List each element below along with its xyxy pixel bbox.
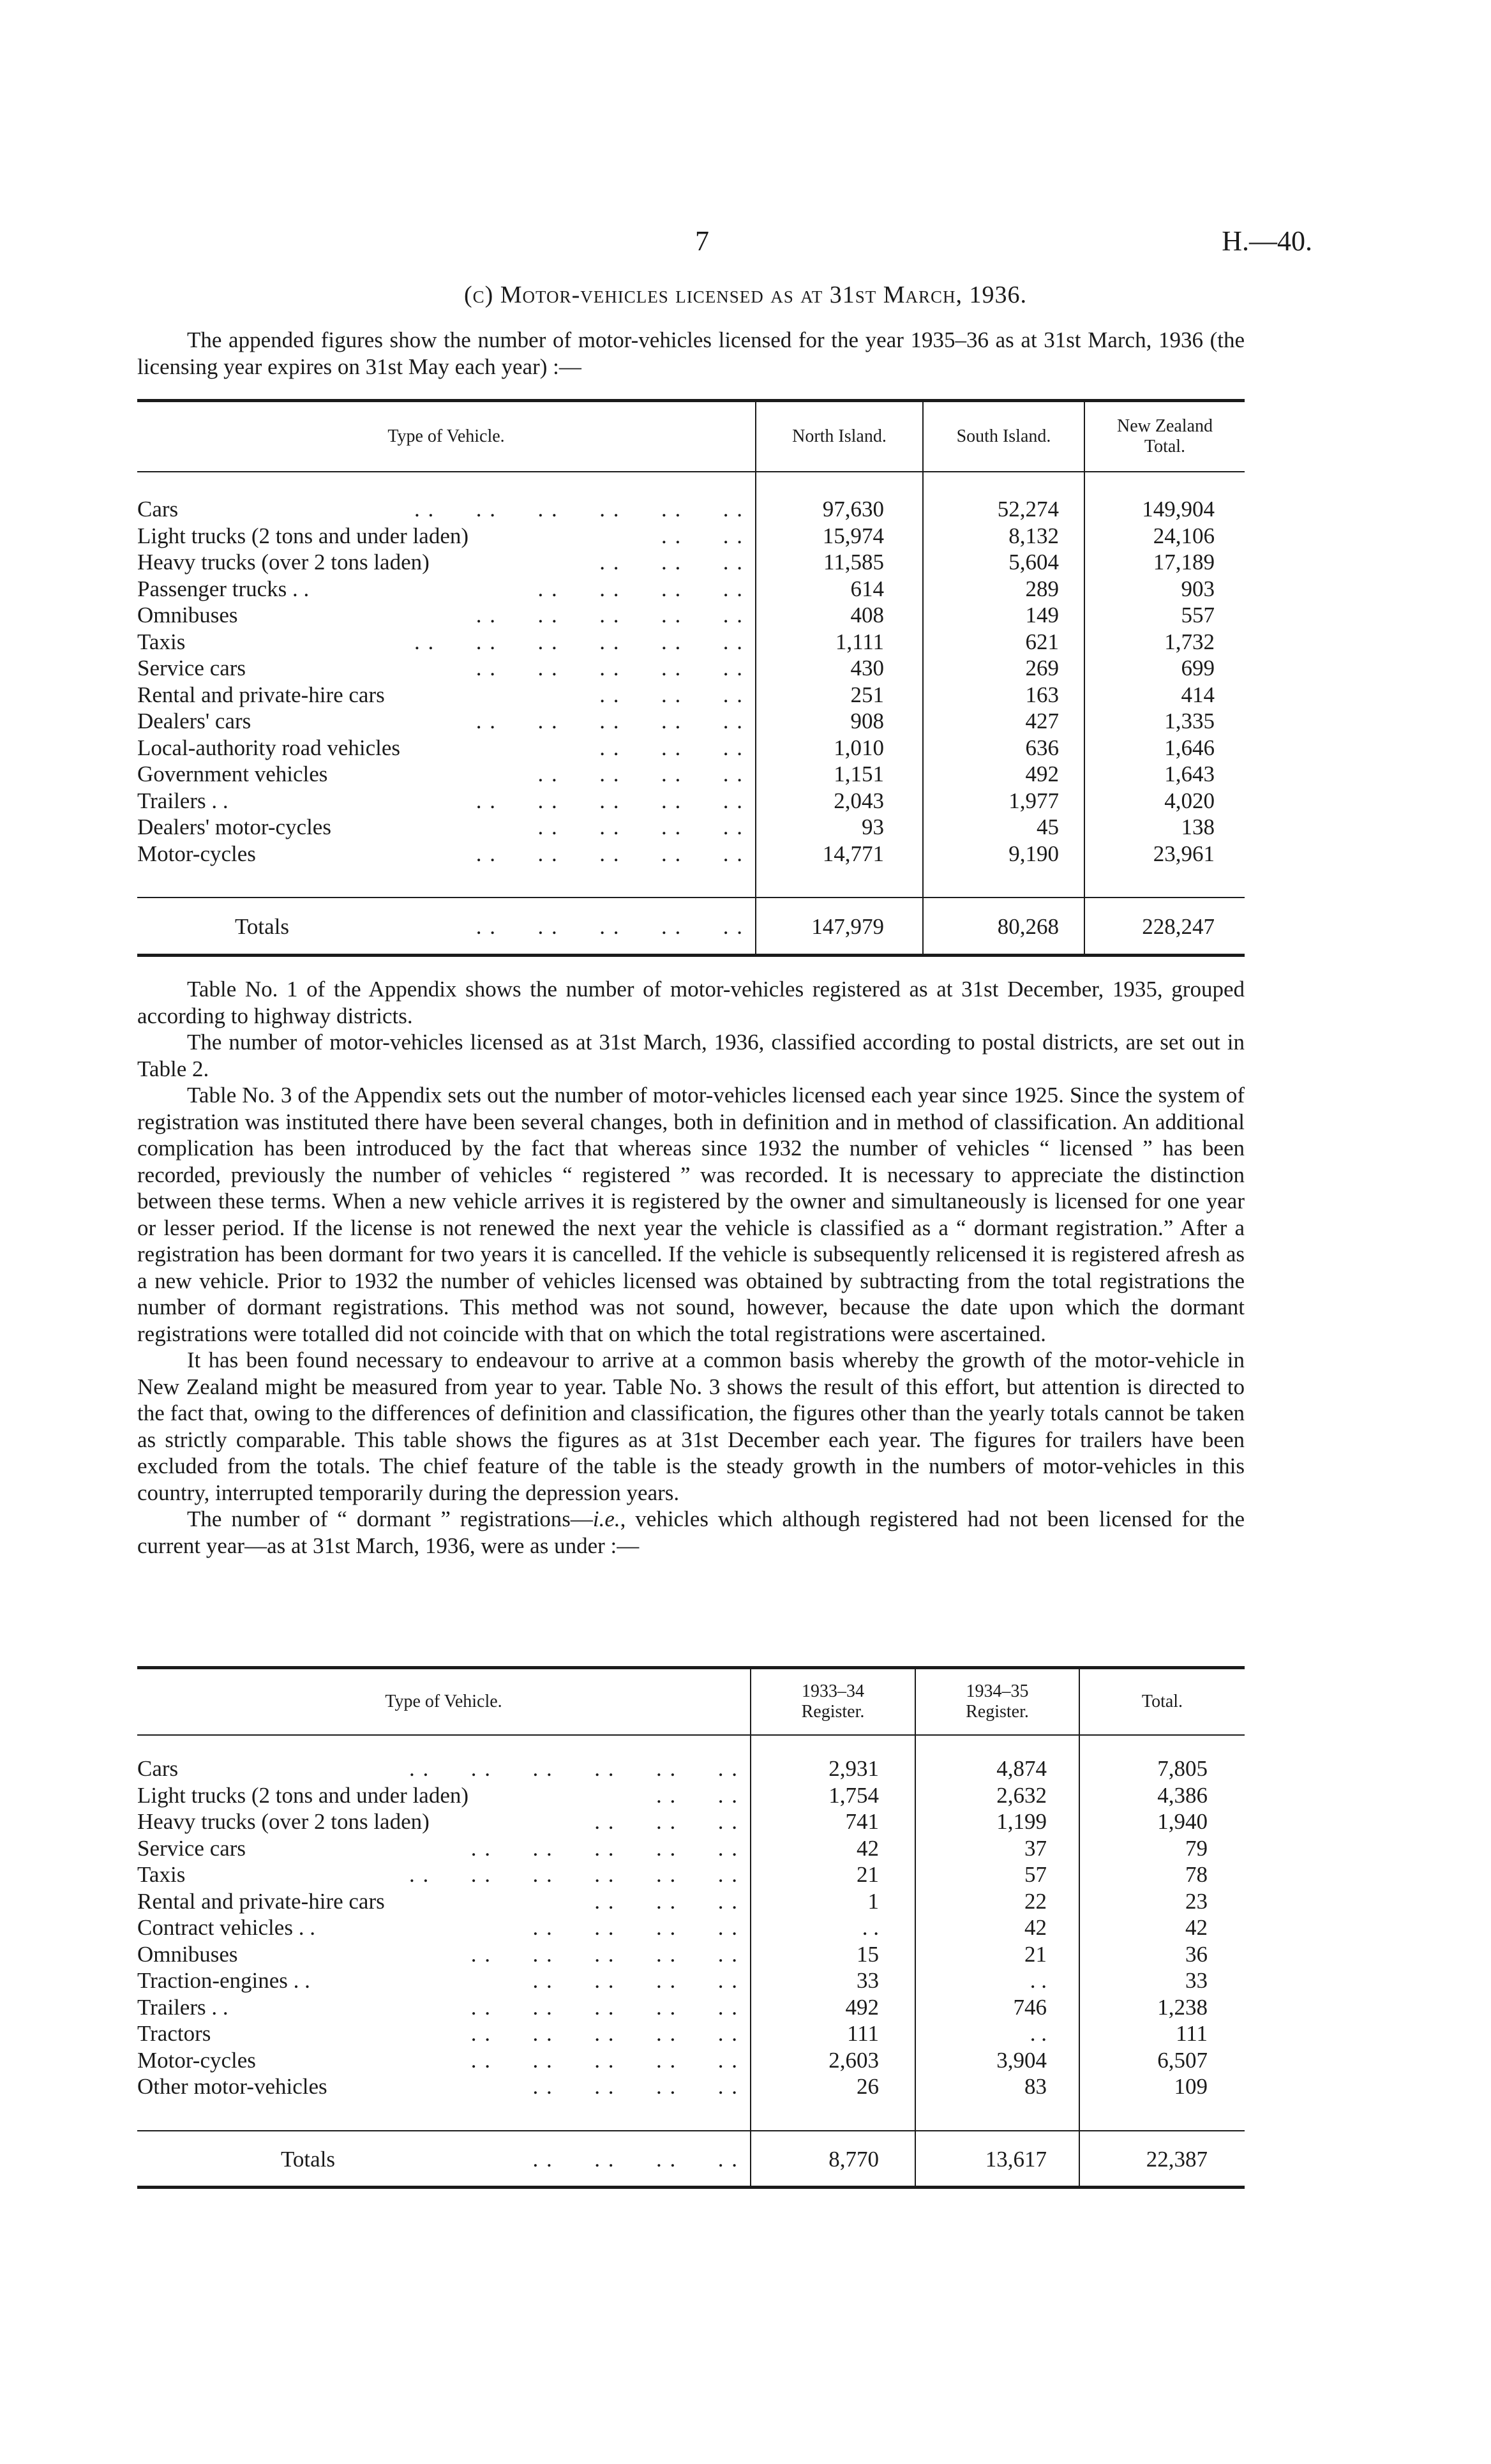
value-cell: 21 bbox=[1024, 1941, 1047, 1967]
value-cell: 57 bbox=[1024, 1862, 1047, 1887]
value-cell: 7,805 bbox=[1157, 1756, 1208, 1781]
value-cell: 1,111 bbox=[835, 629, 884, 654]
value-cell: 1,199 bbox=[996, 1809, 1047, 1834]
leader-dots: . . . . . . . . . . bbox=[476, 709, 744, 733]
leader-dots: . . . . . . . . bbox=[532, 2074, 738, 2099]
table-row bbox=[137, 682, 1245, 709]
value-cell: 83 bbox=[1024, 2074, 1047, 2099]
table-row bbox=[137, 2020, 1245, 2047]
table-row bbox=[137, 1808, 1245, 1835]
value-cell: 492 bbox=[1025, 762, 1059, 786]
value-cell: 79 bbox=[1185, 1835, 1208, 1861]
value-cell: 427 bbox=[1025, 709, 1059, 733]
value-cell: 614 bbox=[850, 576, 884, 601]
table-row bbox=[137, 2047, 1245, 2074]
leader-dots: . . . . . . . . . . . . bbox=[414, 497, 744, 522]
vehicle-type-label: Cars bbox=[137, 497, 179, 522]
paragraph: The number of motor-vehicles licensed as at 31st March, 1936, classified according to postal districts, are set out in Table 2. bbox=[137, 1030, 1245, 1081]
vehicle-type-label: Service cars bbox=[137, 656, 246, 680]
value-cell: 52,274 bbox=[997, 497, 1059, 522]
value-cell: 14,771 bbox=[822, 841, 884, 866]
vehicle-type-label: Motor-cycles bbox=[137, 2047, 256, 2073]
header-south-island: South Island. bbox=[956, 426, 1051, 446]
value-cell: 621 bbox=[1025, 629, 1059, 654]
table-row bbox=[137, 735, 1245, 762]
table-row bbox=[137, 549, 1245, 576]
vehicle-type-label: Motor-cycles bbox=[137, 841, 256, 866]
table-row bbox=[137, 1914, 1245, 1941]
vehicle-type-label: Trailers . . bbox=[137, 788, 229, 813]
leader-dots: . . . . . . . . . . bbox=[476, 914, 744, 939]
value-cell: 4,874 bbox=[996, 1756, 1047, 1781]
leader-dots: . . . . bbox=[661, 523, 744, 548]
value-cell: 149 bbox=[1025, 603, 1059, 627]
paragraph: Table No. 3 of the Appendix sets out the number of motor-vehicles licensed each year since 1925. Since the system of registration was instituted there have been several changes, both in definition and in method of classification. An additional complication has been introduced by the fact that whereas since 1932 the number of vehicles “ licensed ” has been recorded, previously the number of vehicles “ registered ” was recorded. It is necessary to appreciate the distinction between these terms. When a new vehicle arrives it is registered by the owner and simultaneously is licensed for one year or lesser period. If the license is not renewed the next year the vehicle is classified as a “ dormant registration.” After a registration has been dormant for two years it is cancelled. If the vehicle is subsequently relicensed it is registered afresh as a new vehicle. Prior to 1932 the number of vehicles licensed was obtained by subtracting from the total registrations the number of dormant registrations. This method was not sound, however, because the date upon which the dormant registrations were totalled did not coincide with that on which the total registrations were ascertained. bbox=[137, 1083, 1245, 1346]
value-cell: 1,646 bbox=[1164, 735, 1215, 760]
totals-rule bbox=[137, 897, 1245, 898]
leader-dots: . . . . bbox=[656, 1782, 738, 1808]
intro-paragraph bbox=[137, 327, 1245, 380]
value-cell: 17,189 bbox=[1153, 550, 1215, 575]
leader-dots: . . . . . . . . . . bbox=[476, 841, 744, 866]
vehicle-type-label: Local-authority road vehicles bbox=[137, 735, 401, 760]
totals-row bbox=[137, 913, 1245, 940]
dormant-registrations-table bbox=[137, 1666, 1245, 2196]
value-cell: 4,020 bbox=[1164, 788, 1215, 813]
leader-dots: . . . . . . . . bbox=[532, 1968, 738, 1993]
value-cell: 251 bbox=[850, 682, 884, 707]
vehicle-type-label: Rental and private-hire cars bbox=[137, 1888, 385, 1914]
vehicle-type-label: Government vehicles bbox=[137, 762, 328, 786]
table-row bbox=[137, 841, 1245, 868]
header-rule bbox=[137, 471, 1245, 472]
value-cell: 9,190 bbox=[1008, 841, 1059, 866]
leader-dots: . . . . . . . . . . bbox=[470, 1941, 738, 1967]
value-cell: 21 bbox=[857, 1862, 879, 1887]
value-cell: 228,247 bbox=[1142, 914, 1215, 939]
leader-dots: . . . . . . . . . . bbox=[470, 1994, 738, 2020]
leader-dots: . . . . . . . . bbox=[532, 1915, 738, 1940]
vehicle-type-label: Dealers' cars bbox=[137, 709, 251, 733]
intro-text: The appended figures show the number of motor-vehicles licensed for the year 1935–36 as at 31st March, 1936 (the licensing year expires on 31st May each year) :— bbox=[137, 327, 1245, 379]
value-cell: 1,335 bbox=[1164, 709, 1215, 733]
leader-dots: . . . . . . . . bbox=[537, 762, 744, 786]
table-row bbox=[137, 629, 1245, 656]
leader-dots: . . . . . . . . . . bbox=[476, 656, 744, 680]
section-heading: (c) Motor-vehicles licensed as at 31st March, 1936. bbox=[463, 282, 1028, 308]
value-cell: 23 bbox=[1185, 1888, 1208, 1914]
value-cell: 430 bbox=[850, 656, 884, 680]
value-cell: 13,617 bbox=[985, 2147, 1047, 2172]
value-cell: 22 bbox=[1024, 1888, 1047, 1914]
value-cell: 1,238 bbox=[1157, 1994, 1208, 2020]
vehicle-type-label: Omnibuses bbox=[137, 603, 238, 627]
leader-dots: . . . . . . . . . . bbox=[470, 1835, 738, 1861]
table-row bbox=[137, 523, 1245, 550]
value-cell: 26 bbox=[857, 2074, 879, 2099]
leader-dots: . . . . . . bbox=[599, 735, 744, 760]
value-cell: 1,643 bbox=[1164, 762, 1215, 786]
leader-dots: . . . . . . . . bbox=[532, 2147, 738, 2172]
value-cell: 97,630 bbox=[822, 497, 884, 522]
value-cell: 11,585 bbox=[823, 550, 884, 575]
vehicle-type-label: Trailers . . bbox=[137, 1994, 229, 2020]
body-text bbox=[137, 976, 1245, 1559]
value-cell: 33 bbox=[1185, 1968, 1208, 1993]
leader-dots: . . . . . . . . bbox=[537, 815, 744, 839]
value-cell: 1,754 bbox=[828, 1782, 879, 1808]
value-cell: 1,010 bbox=[834, 735, 884, 760]
value-cell: 2,632 bbox=[996, 1782, 1047, 1808]
vehicle-type-label: Traction-engines . . bbox=[137, 1968, 310, 1993]
leader-dots: . . . . . . . . . . bbox=[476, 603, 744, 627]
value-cell: 414 bbox=[1181, 682, 1215, 707]
header-north-island: North Island. bbox=[792, 426, 887, 446]
value-cell: 2,931 bbox=[828, 1756, 879, 1781]
table-row bbox=[137, 576, 1245, 603]
table-row bbox=[137, 496, 1245, 523]
table-row bbox=[137, 655, 1245, 682]
value-cell: 557 bbox=[1181, 603, 1215, 627]
header-nz-total: New Zealand Total. bbox=[1116, 416, 1213, 456]
licensed-vehicles-table bbox=[137, 399, 1245, 961]
value-cell: 408 bbox=[850, 603, 884, 627]
value-cell: 111 bbox=[1176, 2021, 1208, 2046]
value-cell: 4,386 bbox=[1157, 1782, 1208, 1808]
totals-label: Totals bbox=[235, 914, 290, 939]
value-cell: 1,940 bbox=[1157, 1809, 1208, 1834]
vehicle-type-label: Taxis bbox=[137, 1862, 186, 1887]
page-number: 7 bbox=[695, 225, 709, 257]
value-cell: 8,132 bbox=[1008, 523, 1059, 548]
table-row bbox=[137, 1755, 1245, 1782]
value-cell: 1,732 bbox=[1164, 629, 1215, 654]
value-cell: 42 bbox=[1024, 1915, 1047, 1940]
value-cell: 33 bbox=[857, 1968, 879, 1993]
leader-dots: . . . . . . bbox=[594, 1809, 738, 1834]
leader-dots: . . . . . . bbox=[599, 550, 744, 575]
value-cell: . . bbox=[1030, 1968, 1047, 1993]
value-cell: 5,604 bbox=[1008, 550, 1059, 575]
value-cell: 22,387 bbox=[1146, 2147, 1208, 2172]
leader-dots: . . . . . . . . . . . . bbox=[409, 1756, 738, 1781]
value-cell: 163 bbox=[1025, 682, 1059, 707]
value-cell: 2,603 bbox=[828, 2047, 879, 2073]
value-cell: 23,961 bbox=[1153, 841, 1215, 866]
header-type-of-vehicle: Type of Vehicle. bbox=[385, 1692, 502, 1711]
table-row bbox=[137, 1994, 1245, 2021]
table-row bbox=[137, 2073, 1245, 2100]
value-cell: 111 bbox=[847, 2021, 879, 2046]
table-row bbox=[137, 1782, 1245, 1809]
value-cell: 149,904 bbox=[1142, 497, 1215, 522]
vehicle-type-label: Cars bbox=[137, 1756, 179, 1781]
value-cell: 741 bbox=[845, 1809, 879, 1834]
value-cell: 289 bbox=[1025, 576, 1059, 601]
table-row bbox=[137, 788, 1245, 815]
value-cell: 78 bbox=[1185, 1862, 1208, 1887]
leader-dots: . . . . . . bbox=[599, 682, 744, 707]
vehicle-type-label: Heavy trucks (over 2 tons laden) bbox=[137, 1809, 430, 1834]
header-type-of-vehicle: Type of Vehicle. bbox=[387, 426, 505, 446]
vehicle-type-label: Rental and private-hire cars bbox=[137, 682, 385, 707]
table-bottom-rule bbox=[137, 2186, 1245, 2189]
table-row bbox=[137, 602, 1245, 629]
value-cell: 1,151 bbox=[834, 762, 884, 786]
value-cell: 6,507 bbox=[1157, 2047, 1208, 2073]
value-cell: 36 bbox=[1185, 1941, 1208, 1967]
value-cell: 636 bbox=[1025, 735, 1059, 760]
table-row bbox=[137, 761, 1245, 788]
table-row bbox=[137, 1941, 1245, 1968]
value-cell: 42 bbox=[857, 1835, 879, 1861]
header-1933-34-register: 1933–34 Register. bbox=[801, 1681, 865, 1722]
vehicle-type-label: Taxis bbox=[137, 629, 186, 654]
header-1934-35-register: 1934–35 Register. bbox=[966, 1681, 1029, 1722]
value-cell: 746 bbox=[1013, 1994, 1047, 2020]
value-cell: 147,979 bbox=[811, 914, 884, 939]
vehicle-type-label: Omnibuses bbox=[137, 1941, 238, 1967]
table-row bbox=[137, 1888, 1245, 1915]
vehicle-type-label: Service cars bbox=[137, 1835, 246, 1861]
leader-dots: . . . . . . . . . . . . bbox=[414, 629, 744, 654]
value-cell: 45 bbox=[1037, 815, 1059, 839]
vehicle-type-label: Tractors bbox=[137, 2021, 211, 2046]
value-cell: 908 bbox=[850, 709, 884, 733]
leader-dots: . . . . . . . . . . bbox=[470, 2021, 738, 2046]
value-cell: 109 bbox=[1174, 2074, 1208, 2099]
totals-row bbox=[137, 2146, 1245, 2173]
vehicle-type-label: Passenger trucks . . bbox=[137, 576, 310, 601]
table-row bbox=[137, 708, 1245, 735]
paragraph: It has been found necessary to endeavour to arrive at a common basis whereby the growth of the motor-vehicle in New Zealand might be measured from year to year. Table No. 3 shows the result of this effort, but attention is directed to the fact that, owing to the differences of definition and classification, the figures other than the yearly totals cannot be taken as strictly comparable. This table shows the figures as at 31st December each year. The figures for trailers have been excluded from the totals. The chief feature of the table is the steady growth in the numbers of motor-vehicles in this country, interrupted temporarily during the depression years. bbox=[137, 1348, 1245, 1505]
value-cell: . . bbox=[862, 1915, 879, 1940]
totals-label: Totals bbox=[281, 2147, 336, 2172]
value-cell: 903 bbox=[1181, 576, 1215, 601]
value-cell: 42 bbox=[1185, 1915, 1208, 1940]
table-bottom-rule bbox=[137, 954, 1245, 957]
table-row bbox=[137, 1835, 1245, 1862]
value-cell: 37 bbox=[1024, 1835, 1047, 1861]
leader-dots: . . . . . . . . . . bbox=[476, 788, 744, 813]
vehicle-type-label: Heavy trucks (over 2 tons laden) bbox=[137, 550, 430, 575]
value-cell: 24,106 bbox=[1153, 523, 1215, 548]
table-row bbox=[137, 1861, 1245, 1888]
value-cell: 699 bbox=[1181, 656, 1215, 680]
vehicle-type-label: Light trucks (2 tons and under laden) bbox=[137, 1782, 469, 1808]
value-cell: 3,904 bbox=[996, 2047, 1047, 2073]
vehicle-type-label: Light trucks (2 tons and under laden) bbox=[137, 523, 469, 548]
table-row bbox=[137, 814, 1245, 841]
value-cell: 1,977 bbox=[1008, 788, 1059, 813]
value-cell: 492 bbox=[845, 1994, 879, 2020]
value-cell: 15 bbox=[857, 1941, 879, 1967]
leader-dots: . . . . . . . . bbox=[537, 576, 744, 601]
vehicle-type-label: Contract vehicles . . bbox=[137, 1915, 315, 1940]
value-cell: 2,043 bbox=[834, 788, 884, 813]
vehicle-type-label: Dealers' motor-cycles bbox=[137, 815, 331, 839]
value-cell: 1 bbox=[867, 1888, 879, 1914]
leader-dots: . . . . . . . . . . bbox=[470, 2047, 738, 2073]
value-cell: 269 bbox=[1025, 656, 1059, 680]
paragraph: Table No. 1 of the Appendix shows the number of motor-vehicles registered as at 31st December, 1935, grouped according to highway districts. bbox=[137, 977, 1245, 1028]
value-cell: 138 bbox=[1181, 815, 1215, 839]
header-total: Total. bbox=[1141, 1692, 1183, 1711]
vehicle-type-label: Other motor-vehicles bbox=[137, 2074, 327, 2099]
report-code: H.—40. bbox=[1222, 225, 1312, 257]
table-row bbox=[137, 1967, 1245, 1994]
value-cell: 8,770 bbox=[828, 2147, 879, 2172]
leader-dots: . . . . . . bbox=[594, 1888, 738, 1914]
value-cell: 15,974 bbox=[822, 523, 884, 548]
leader-dots: . . . . . . . . . . . . bbox=[409, 1862, 738, 1887]
value-cell: 93 bbox=[862, 815, 884, 839]
paragraph: The number of “ dormant ” registrations—i.e., vehicles which although registered had not been licensed for the current year—as at 31st March, 1936, were as under :— bbox=[137, 1506, 1245, 1558]
value-cell: . . bbox=[1030, 2021, 1047, 2046]
value-cell: 80,268 bbox=[997, 914, 1059, 939]
